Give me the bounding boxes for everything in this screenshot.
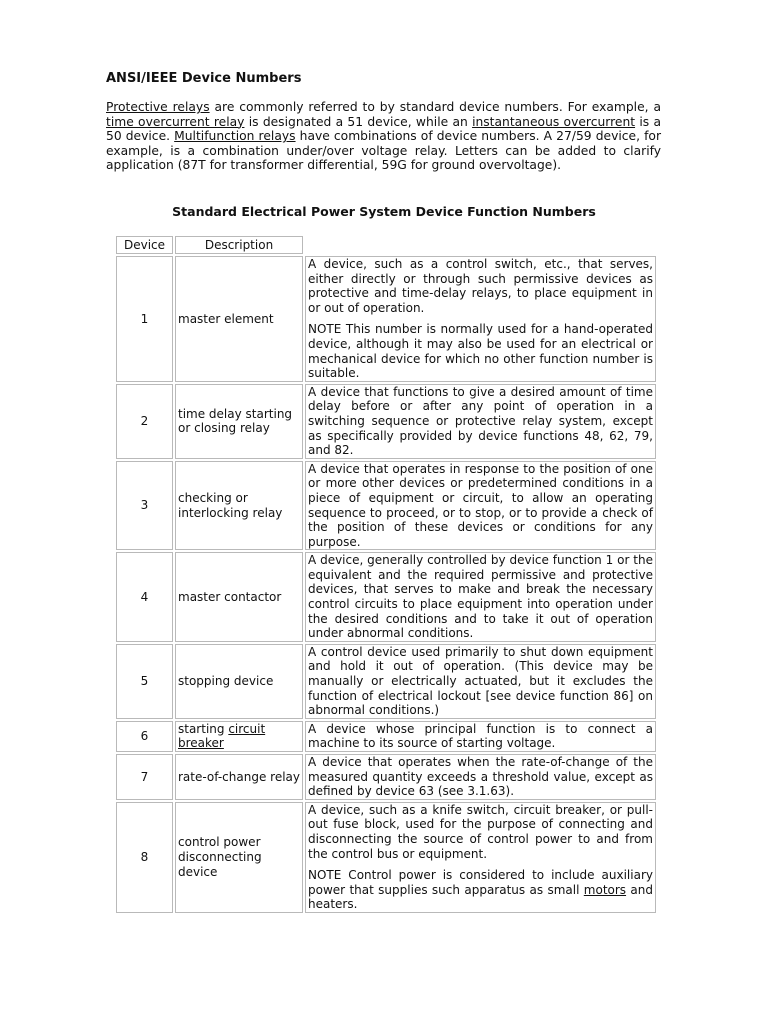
link-instantaneous-overcurrent[interactable]: instantaneous overcurrent xyxy=(472,114,636,129)
device-description: A device, generally controlled by device function 1 or the equivalent and the required permissive and protective devices, that serves to make and break the necessary control circuits to place equipment into operation under the desired conditions and to take it out of operation under abnormal conditions. xyxy=(305,552,656,642)
table-row xyxy=(116,384,656,459)
table-row xyxy=(116,256,656,382)
page-heading: ANSI/IEEE Device Numbers xyxy=(106,71,302,86)
device-name: master element xyxy=(175,256,303,382)
table-row xyxy=(116,552,656,642)
device-name: rate-of-change relay xyxy=(175,754,303,800)
device-number: 3 xyxy=(116,461,173,551)
device-name: master contactor xyxy=(175,552,303,642)
table-row xyxy=(116,644,656,719)
table-row xyxy=(116,721,656,752)
device-name: control power disconnecting device xyxy=(175,802,303,913)
device-number: 8 xyxy=(116,802,173,913)
device-description: A device that operates in response to the position of one or more other devices or predetermined conditions in a piece of equipment or circuit, to allow an operating sequence to proceed, or to stop, or to provide a check of the position of these devices or conditions for any purpose. xyxy=(305,461,656,551)
device-description: A device whose principal function is to connect a machine to its source of starting voltage. xyxy=(305,721,656,752)
device-note: NOTE This number is normally used for a hand-operated device, although it may also be used for an electrical or mechanical device for which no other function number is suitable. xyxy=(308,322,653,381)
table-header-row xyxy=(116,236,656,254)
device-number: 6 xyxy=(116,721,173,752)
device-number: 7 xyxy=(116,754,173,800)
device-name: stopping device xyxy=(175,644,303,719)
link-protective-relays[interactable]: Protective relays xyxy=(106,100,210,114)
table-title: Standard Electrical Power System Device Function Numbers xyxy=(172,204,596,219)
link-motors[interactable]: motors xyxy=(583,882,627,897)
device-description: A device, such as a knife switch, circuit breaker, or pull-out fuse block, used for the purpose of connecting and disconnecting the source of control power to and from the control bus or equipment. NOTE Control power is considered to include auxiliary power that supplies such apparatus as small motors and heaters. xyxy=(305,802,656,913)
device-description: A device, such as a control switch, etc., that serves, either directly or through such permissive devices as protective and time-delay relays, to place equipment in or out of operation. NOTE This number is normally used for a hand-operated device, although it may also be used for an electrical or mechanical device for which no other function number is suitable. xyxy=(305,256,656,382)
device-numbers-table xyxy=(114,234,658,915)
device-description: A device that functions to give a desired amount of time delay before or after any point of operation in a switching sequence or protective relay system, except as specifically provided by device functions 48, 62, 79, and 82. xyxy=(305,384,656,459)
link-time-overcurrent-relay[interactable]: time overcurrent relay xyxy=(106,114,245,129)
device-number: 2 xyxy=(116,384,173,459)
device-description: A device that operates when the rate-of-change of the measured quantity exceeds a threshold value, except as defined by device 63 (see 3.1.63). xyxy=(305,754,656,800)
intro-paragraph: Protective relays are commonly referred to by standard device numbers. For example, a time overcurrent relay is designated a 51 device, while an instantaneous overcurrent is a 50 device. Multifunction relays have combinations of device numbers. A 27/59 device, for example, is a combination under/over voltage relay. Letters can be added to clarify application (87T for transformer differential, 59G for ground overvoltage). xyxy=(106,100,662,172)
device-description: A control device used primarily to shut down equipment and hold it out of operation. (This device may be manually or electrically actuated, but it excludes the function of electrical lockout [see device function 86] on abnormal conditions.) xyxy=(305,644,656,719)
table-row xyxy=(116,802,656,913)
link-circuit-breaker[interactable]: circuit breaker xyxy=(178,721,266,751)
device-number: 5 xyxy=(116,644,173,719)
table-row xyxy=(116,461,656,551)
table-row xyxy=(116,754,656,800)
col-header-device: Device xyxy=(116,236,173,254)
device-number: 4 xyxy=(116,552,173,642)
device-name: checking or interlocking relay xyxy=(175,461,303,551)
col-header-description: Description xyxy=(175,236,303,254)
device-name: starting circuit breaker xyxy=(175,721,303,752)
device-name: time delay starting or closing relay xyxy=(175,384,303,459)
device-note: NOTE Control power is considered to include auxiliary power that supplies such apparatus as small motors and heaters. xyxy=(308,868,653,912)
device-number: 1 xyxy=(116,256,173,382)
col-header-blank xyxy=(305,236,656,254)
link-multifunction-relays[interactable]: Multifunction relays xyxy=(174,129,296,143)
